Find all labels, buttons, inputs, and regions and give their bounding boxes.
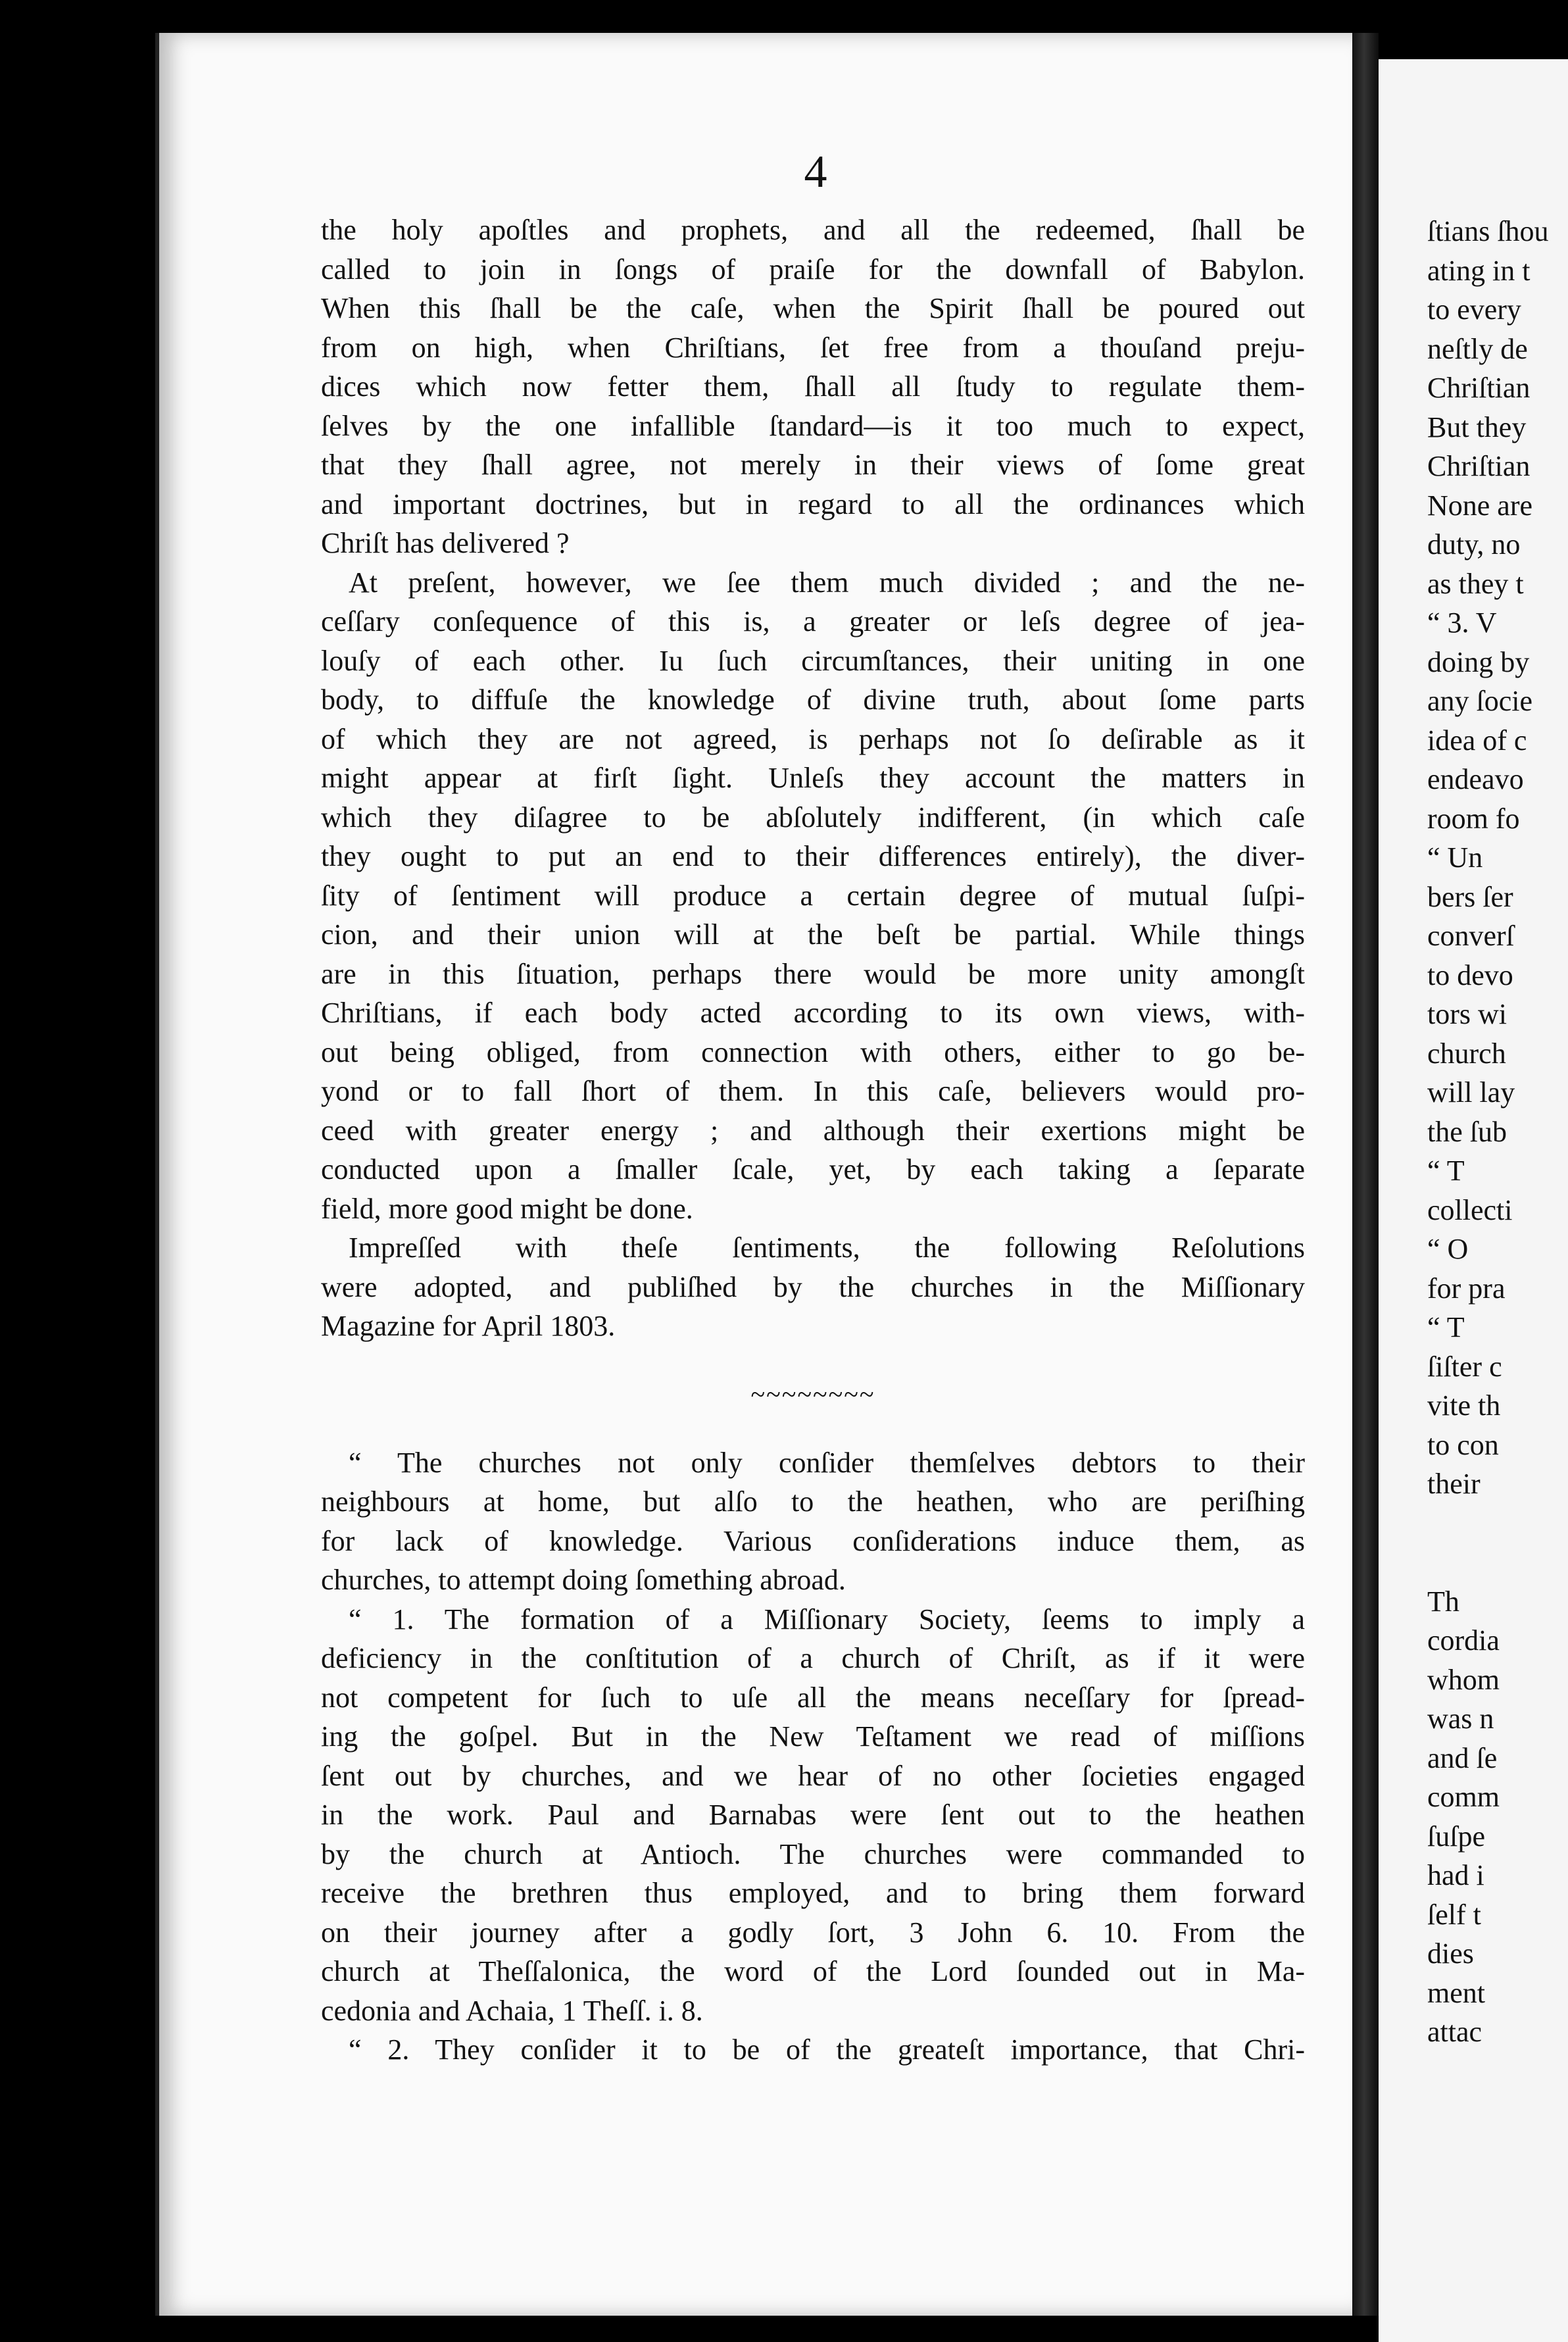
text-line: At preſent, however, we ſee them much divided ; and the ne- xyxy=(349,566,1305,599)
right-text-line: “ T xyxy=(1427,1155,1465,1187)
right-text-line: “ Un xyxy=(1427,841,1483,874)
text-line: ſity of ſentiment will produce a certain degree of mutual ſuſpi- xyxy=(321,879,1305,912)
text-line: Impreſſed with theſe ſentiments, the following Reſolutions xyxy=(349,1232,1305,1264)
right-text-line: Th xyxy=(1427,1585,1459,1618)
page-number: 4 xyxy=(804,147,827,197)
right-text-line: was n xyxy=(1427,1703,1494,1735)
text-line: by the church at Antioch. The churches were commanded to xyxy=(321,1837,1305,1870)
text-line: “ 1. The formation of a Miſſionary Society, ſeems to imply a xyxy=(349,1603,1305,1635)
right-text-line: doing by xyxy=(1427,645,1530,678)
text-line: cion, and their union will at the beſt be partial. While things xyxy=(321,918,1305,951)
right-text-line: to devo xyxy=(1427,959,1513,991)
right-text-line: ſtians ſhou xyxy=(1427,215,1549,247)
right-text-line: “ 3. V xyxy=(1427,607,1497,639)
text-line: church at Theſſalonica, the word of the Lord ſounded out in Ma- xyxy=(321,1955,1305,1987)
text-line: “ The churches not only conſider themſelves debtors to their xyxy=(349,1446,1305,1479)
text-line: churches, to attempt doing ſomething abroad. xyxy=(321,1564,846,1596)
text-line: ing the goſpel. But in the New Teſtament we read of miſſions xyxy=(321,1720,1305,1753)
text-line: were adopted, and publiſhed by the churches in the Miſſionary xyxy=(321,1270,1305,1303)
right-text-line: ſiſter c xyxy=(1427,1350,1502,1383)
text-line: they ought to put an end to their differences entirely), the diver- xyxy=(321,840,1305,872)
right-text-line: for pra xyxy=(1427,1272,1506,1305)
text-line: conducted upon a ſmaller ſcale, yet, by each taking a ſeparate xyxy=(321,1153,1305,1185)
right-text-line: ating in t xyxy=(1427,254,1531,287)
right-text-line: tors wi xyxy=(1427,998,1507,1030)
right-text-line: Chriſtian xyxy=(1427,450,1531,482)
text-line: which they diſagree to be abſolutely indifferent, (in which caſe xyxy=(321,801,1305,834)
right-text-line: duty, no xyxy=(1427,528,1521,561)
text-line: louſy of each other. Iu ſuch circumſtances, their uniting in one xyxy=(321,644,1305,677)
text-line: Chriſt has delivered ? xyxy=(321,527,570,559)
text-line: are in this ſituation, perhaps there would be more unity amongſt xyxy=(321,957,1305,990)
text-line: of which they are not agreed, is perhaps not ſo deſirable as it xyxy=(321,722,1305,755)
right-page xyxy=(1379,59,1568,2342)
text-line: out being obliged, from connection with others, either to go be- xyxy=(321,1035,1305,1068)
text-line: neighbours at home, but alſo to the heathen, who are periſhing xyxy=(321,1485,1305,1518)
left-page-text xyxy=(321,211,1305,2070)
right-text-line: None are xyxy=(1427,489,1533,522)
right-text-line: neſtly de xyxy=(1427,332,1528,365)
text-line: “ 2. They conſider it to be of the greateſt importance, that Chri- xyxy=(349,2033,1305,2066)
right-text-line: cordia xyxy=(1427,1624,1500,1657)
text-line: body, to diffuſe the knowledge of divine truth, about ſome parts xyxy=(321,684,1305,716)
right-text-line: to con xyxy=(1427,1428,1499,1461)
text-line: ceed with greater energy ; and although their exertions might be xyxy=(321,1114,1305,1147)
right-text-line: “ O xyxy=(1427,1233,1469,1265)
text-line: and important doctrines, but in regard to all the ordinances which xyxy=(321,487,1305,520)
right-text-line: church xyxy=(1427,1037,1506,1070)
text-line: on their journey after a godly ſort, 3 John 6. 10. From the xyxy=(321,1916,1305,1949)
right-text-line: whom xyxy=(1427,1663,1500,1696)
right-text-line: any ſocie xyxy=(1427,685,1533,717)
right-text-line: “ T xyxy=(1427,1311,1465,1343)
text-line: ſent out by churches, and we hear of no other ſocieties engaged xyxy=(321,1759,1305,1792)
right-text-line: endeavo xyxy=(1427,763,1524,795)
paragraph-gap xyxy=(1427,1504,1549,1582)
right-text-line: converſ xyxy=(1427,920,1514,952)
right-text-line: room fo xyxy=(1427,802,1520,835)
right-text-line: their xyxy=(1427,1468,1481,1500)
text-line: from on high, when Chriſtians, ſet free from a thouſand preju- xyxy=(321,331,1305,364)
text-line: that they ſhall agree, not merely in their views of ſome great xyxy=(321,449,1305,481)
right-text-line: attac xyxy=(1427,2016,1482,2048)
text-line: When this ſhall be the caſe, when the Spirit ſhall be poured out xyxy=(321,292,1305,324)
text-line: ceſſary conſequence of this is, a greater or leſs degree of jea- xyxy=(321,605,1305,637)
right-text-line: idea of c xyxy=(1427,724,1527,757)
text-line: in the work. Paul and Barnabas were ſent out to the heathen xyxy=(321,1799,1305,1831)
right-text-line: ment xyxy=(1427,1976,1485,2009)
text-line: deficiency in the conſtitution of a church of Chriſt, as if it were xyxy=(321,1642,1305,1674)
right-text-line: to every xyxy=(1427,293,1521,326)
book-gutter xyxy=(1352,33,1379,2316)
right-text-line: bers ſer xyxy=(1427,880,1513,913)
right-text-line: and ſe xyxy=(1427,1741,1498,1774)
right-text-line: Chriſtian xyxy=(1427,372,1531,404)
text-line: ſelves by the one infallible ſtandard—is it too much to expect, xyxy=(321,409,1305,442)
right-text-line: collecti xyxy=(1427,1193,1513,1226)
right-text-line: vite th xyxy=(1427,1389,1501,1422)
right-text-line: ſuſpe xyxy=(1427,1820,1485,1853)
text-line: yond or to fall ſhort of them. In this caſe, believers would pro- xyxy=(321,1075,1305,1107)
text-line: Magazine for April 1803. xyxy=(321,1310,616,1342)
right-page-text xyxy=(1427,212,1549,2052)
text-line: not competent for ſuch to uſe all the means neceſſary for ſpread- xyxy=(321,1681,1305,1714)
right-text-line: will lay xyxy=(1427,1076,1515,1109)
text-line: might appear at firſt ſight. Unleſs they account the matters in xyxy=(321,762,1305,794)
right-text-line: had i xyxy=(1427,1859,1484,1891)
text-line: the holy apoſtles and prophets, and all the redeemed, ſhall be xyxy=(321,214,1305,246)
text-line: field, more good might be done. xyxy=(321,1192,693,1225)
right-text-line: the ſub xyxy=(1427,1115,1507,1148)
right-text-line: comm xyxy=(1427,1781,1500,1813)
text-line: called to join in ſongs of praiſe for the downfall of Babylon. xyxy=(321,253,1305,286)
right-text-line: But they xyxy=(1427,411,1527,443)
right-text-line: as they t xyxy=(1427,567,1524,600)
text-line: receive the brethren thus employed, and to bring them forward xyxy=(321,1877,1305,1909)
right-text-line: dies xyxy=(1427,1937,1474,1970)
text-line: cedonia and Achaia, 1 Theſſ. i. 8. xyxy=(321,1994,703,2027)
text-line: dices which now fetter them, ſhall all ſtudy to regulate them- xyxy=(321,370,1305,403)
text-line: for lack of knowledge. Various conſiderations induce them, as xyxy=(321,1524,1305,1557)
ornament-divider: ~~~~~~~~ xyxy=(750,1379,875,1409)
text-line: Chriſtians, if each body acted according to its own views, with- xyxy=(321,997,1305,1029)
right-text-line: ſelf t xyxy=(1427,1898,1481,1931)
